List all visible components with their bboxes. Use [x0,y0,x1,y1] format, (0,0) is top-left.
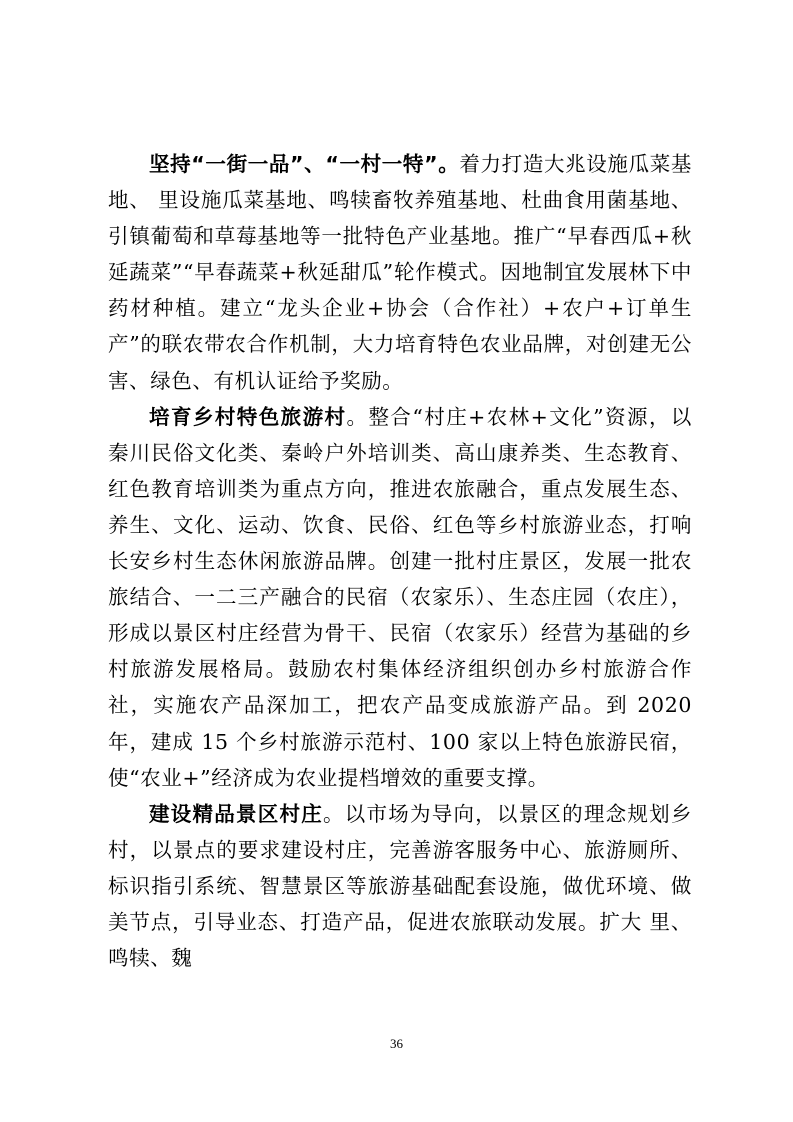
paragraph-lead-heading: 坚持“一街一品”、“一村一特”。 [149,152,460,176]
paragraph-body: 。以市场为导向，以景区的理念规划乡村，以景点的要求建设村庄，完善游客服务中心、旅游厕所、标识指引系统、智慧景区等旅游基础配套设施，做优环境、做美节点，引导业态、打造产品，促进农旅联动发展。扩大 里、鸣犊、魏 [108,801,692,971]
paragraph-lead-heading: 建设精品景区村庄 [149,801,323,826]
paragraph-rural-tourism [108,399,692,796]
paragraph-body: 。整合“村庄+农林+文化”资源，以秦川民俗文化类、秦岭户外培训类、高山康养类、生态教育、红色教育培训类为重点方向，推进农旅融合，重点发展生态、养生、文化、运动、饮食、民俗、红色等乡村旅游业态，打响长安乡村生态休闲旅游品牌。创建一批村庄景区，发展一批农旅结合、一二三产融合的民宿（农家乐）、生态庄园（农庄），形成以景区村庄经营为骨干、民宿（农家乐）经营为基础的乡村旅游发展格局。鼓励农村集体经济组织创办乡村旅游合作社，实施农产品深加工，把农产品变成旅游产品。到 2020 年，建成 15 个乡村旅游示范村、100 家以上特色旅游民宿，使“农业+”经济成为农业提档增效的重要支撑。 [108,404,693,790]
body-text [108,146,692,976]
paragraph-body: 着力打造大兆设施瓜菜基地、 里设施瓜菜基地、鸣犊畜牧养殖基地、杜曲食用菌基地、引镇葡萄和草莓基地等一批特色产业基地。推广“早春西瓜+秋延蔬菜”“早春蔬菜+秋延甜瓜”轮作模式。因地制宜发展林下中药材种植。建立“龙头企业+协会（合作社）+农户+订单生产”的联农带农合作机制，大力培育特色农业品牌，对创建无公害、绿色、有机认证给予奖励。 [108,152,692,393]
page-number: 36 [390,1036,403,1051]
paragraph-lead-heading: 培育乡村特色旅游村 [149,404,347,429]
paragraph-scenic-villages [108,796,692,976]
paragraph-featured-industry [108,146,692,399]
